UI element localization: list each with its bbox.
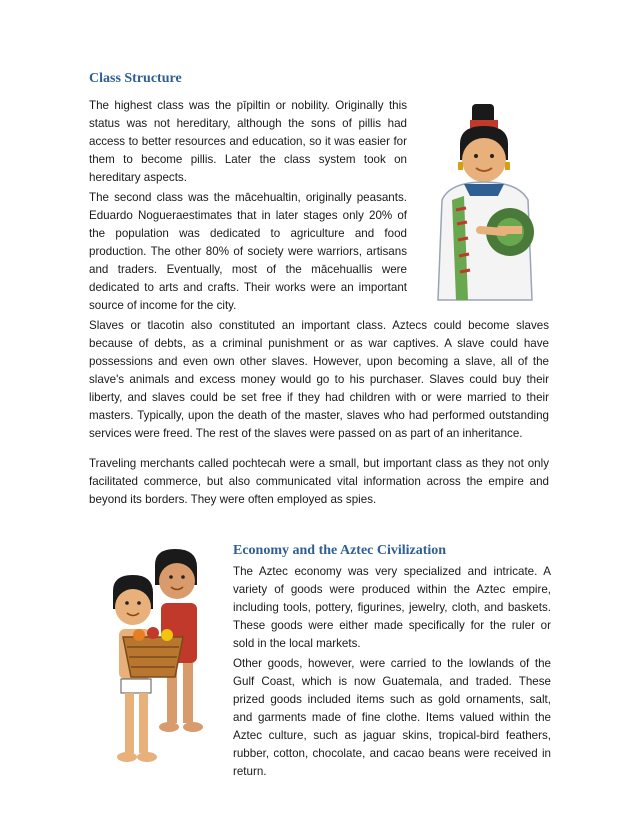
paragraph-slaves: Slaves or tlacotin also constituted an important class. Aztecs could become slaves because of debts, as a criminal punishment or as war captives. A slave could have possessions and even own other slaves. However, upon becoming a slave, all of the slave's animals and excess money would go to his purchaser. Slaves could buy their liberty, and slaves could be set free if they had children with or were married to their masters. Typically, upon the death of the master, slaves who had performed outstanding services were freed. The rest of the slaves were passed on as part of an inheritance. xyxy=(89,319,549,440)
aztec-noble-illustration xyxy=(420,100,550,305)
paragraph-economy-goods: The Aztec economy was very specialized and intricate. A variety of goods were produced within the Aztec empire, including tools, pottery, figurines, jewelry, cloth, and baskets. These goods were either made specifically for the ruler or sold in the local markets. xyxy=(233,565,551,650)
paragraph-nobility: The highest class was the pīpiltin or nobility. Originally this status was not hereditary, although the sons of pillis had access to better resources and education, so it was easier for them to become pillis. Later the class system took on hereditary aspects. xyxy=(89,99,407,184)
paragraph-economy-trade: Other goods, however, were carried to the lowlands of the Gulf Coast, which is now Guatemala, and traded. These prized goods included items such as gold ornaments, salt, and garments made of fine clothe. Items valued within the Aztec culture, such as jaguar skins, tropical-bird feathers, rubber, cotton, chocolate, and cacao beans were received in return. xyxy=(233,657,551,778)
section-title-economy: Economy and the Aztec Civilization xyxy=(233,543,447,558)
aztec-children-basket-illustration xyxy=(105,545,225,775)
paragraph-merchants: Traveling merchants called pochtecah were a small, but important class as they not only facilitated commerce, but also communicated vital information across the empire and beyond its borders. They were often employed as spies. xyxy=(89,457,549,506)
section-title-class-structure: Class Structure xyxy=(89,71,182,86)
paragraph-macehualtin: The second class was the mācehualtin, originally peasants. Eduardo Nogueraestimates that in later stages only 20% of the population was dedicated to agriculture and food production. The other 80% of society were warriors, artisans and traders. Eventually, most of the mācehuallis were dedicated to arts and crafts. Their works were an important source of income for the city. xyxy=(89,191,407,312)
